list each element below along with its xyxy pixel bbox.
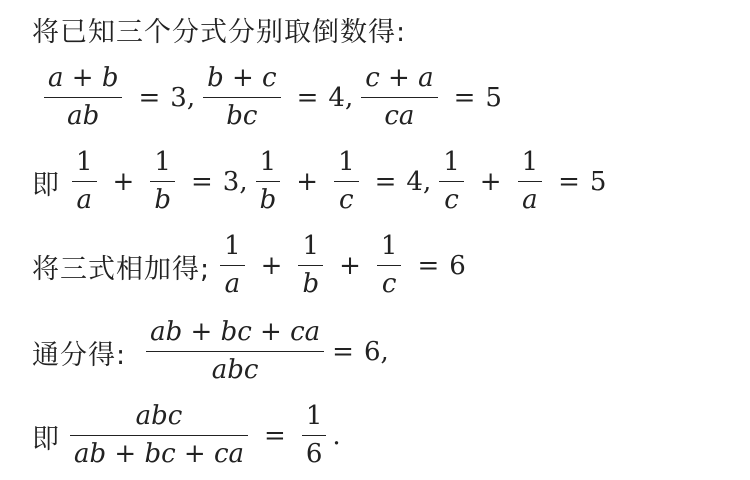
comma: , bbox=[239, 167, 248, 198]
value-6-comma: 6, bbox=[363, 337, 389, 368]
fraction-1-over-b bbox=[150, 148, 175, 216]
comma: , bbox=[186, 83, 196, 114]
fraction-bar bbox=[256, 181, 281, 183]
numerator: 1 bbox=[338, 147, 355, 177]
equals-sign: = bbox=[453, 83, 476, 114]
plus-sign: + bbox=[260, 251, 283, 282]
line-3 bbox=[32, 148, 606, 216]
fraction-bar bbox=[70, 435, 248, 437]
plus-sign: + bbox=[339, 251, 361, 282]
line-2 bbox=[38, 64, 502, 132]
fraction-bar bbox=[146, 351, 324, 353]
numerator: 1 bbox=[305, 401, 323, 431]
value-4: 4 bbox=[328, 83, 345, 114]
equals-sign: = bbox=[558, 167, 580, 198]
prefix-ji: 即 bbox=[32, 169, 60, 201]
prefix-ji: 即 bbox=[32, 423, 60, 455]
fraction-bar bbox=[302, 435, 327, 437]
plus-sign: + bbox=[112, 167, 135, 198]
equals-sign: = bbox=[191, 167, 213, 198]
denominator: a bbox=[76, 185, 93, 216]
comma: , bbox=[344, 83, 354, 114]
fraction-b-plus-c-over-bc bbox=[203, 64, 281, 132]
numerator: 1 bbox=[302, 231, 320, 261]
value-3: 3 bbox=[170, 83, 187, 114]
fraction-bar bbox=[298, 265, 323, 267]
numerator: ab + bc + ca bbox=[150, 317, 321, 347]
fraction-bar bbox=[220, 265, 245, 267]
fraction-bar bbox=[334, 181, 359, 183]
period: . bbox=[332, 421, 341, 452]
fraction-1-over-a bbox=[220, 232, 245, 300]
line-4 bbox=[32, 232, 466, 300]
fraction-1-over-c bbox=[334, 148, 359, 216]
intro-text: 将已知三个分式分别取倒数得: bbox=[32, 17, 407, 48]
denominator: c bbox=[381, 269, 397, 300]
denominator: bc bbox=[226, 101, 258, 132]
value-6: 6 bbox=[449, 251, 466, 282]
line-1 bbox=[32, 10, 406, 49]
fraction-sum-over-abc bbox=[146, 318, 324, 386]
denominator: b bbox=[302, 269, 320, 300]
fraction-abc-over-sum bbox=[70, 402, 248, 470]
equals-sign: = bbox=[138, 83, 161, 114]
prefix-sum: 将三式相加得; bbox=[32, 253, 211, 285]
fraction-bar bbox=[44, 97, 122, 99]
fraction-bar bbox=[439, 181, 464, 183]
fraction-bar bbox=[377, 265, 402, 267]
equals-sign: = bbox=[264, 421, 286, 452]
numerator: 1 bbox=[443, 147, 460, 177]
numerator: a + b bbox=[48, 63, 119, 93]
prefix-tongfen: 通分得: bbox=[32, 339, 127, 371]
value-5: 5 bbox=[589, 167, 607, 198]
value-3: 3 bbox=[222, 167, 240, 198]
equals-sign: = bbox=[417, 251, 440, 282]
line-5 bbox=[32, 318, 389, 386]
comma: , bbox=[422, 167, 432, 198]
denominator: 6 bbox=[305, 439, 323, 470]
denominator: b bbox=[154, 185, 171, 216]
fraction-1-over-a bbox=[72, 148, 97, 216]
fraction-bar bbox=[72, 181, 97, 183]
value-5: 5 bbox=[485, 83, 502, 114]
numerator: 1 bbox=[154, 147, 171, 177]
fraction-1-over-a bbox=[518, 148, 543, 216]
value-4: 4 bbox=[406, 167, 423, 198]
denominator: a bbox=[522, 185, 538, 216]
fraction-1-over-b bbox=[256, 148, 281, 216]
numerator: 1 bbox=[259, 147, 277, 177]
numerator: b + c bbox=[207, 63, 277, 93]
numerator: 1 bbox=[521, 147, 539, 177]
fraction-1-over-b bbox=[298, 232, 323, 300]
equals-sign: = bbox=[296, 83, 319, 114]
fraction-1-over-c bbox=[439, 148, 464, 216]
denominator: ab bbox=[67, 101, 100, 132]
equals-sign: = bbox=[332, 337, 354, 368]
fraction-bar bbox=[150, 181, 175, 183]
line-6 bbox=[32, 402, 341, 470]
denominator: b bbox=[259, 185, 277, 216]
denominator: ab + bc + ca bbox=[74, 439, 245, 470]
fraction-1-over-c bbox=[377, 232, 402, 300]
fraction-bar bbox=[518, 181, 543, 183]
fraction-1-over-6 bbox=[302, 402, 327, 470]
denominator: c bbox=[444, 185, 459, 216]
numerator: abc bbox=[135, 401, 183, 431]
numerator: c + a bbox=[365, 63, 434, 93]
fraction-bar bbox=[361, 97, 437, 99]
numerator: 1 bbox=[380, 231, 398, 261]
numerator: 1 bbox=[224, 231, 241, 261]
fraction-bar bbox=[203, 97, 281, 99]
plus-sign: + bbox=[296, 167, 319, 198]
numerator: 1 bbox=[76, 147, 93, 177]
fraction-a-plus-b-over-ab bbox=[44, 64, 122, 132]
denominator: abc bbox=[211, 355, 259, 386]
plus-sign: + bbox=[479, 167, 502, 198]
fraction-c-plus-a-over-ca bbox=[361, 64, 437, 132]
denominator: ca bbox=[384, 101, 415, 132]
equals-sign: = bbox=[374, 167, 397, 198]
denominator: c bbox=[339, 185, 354, 216]
denominator: a bbox=[224, 269, 241, 300]
